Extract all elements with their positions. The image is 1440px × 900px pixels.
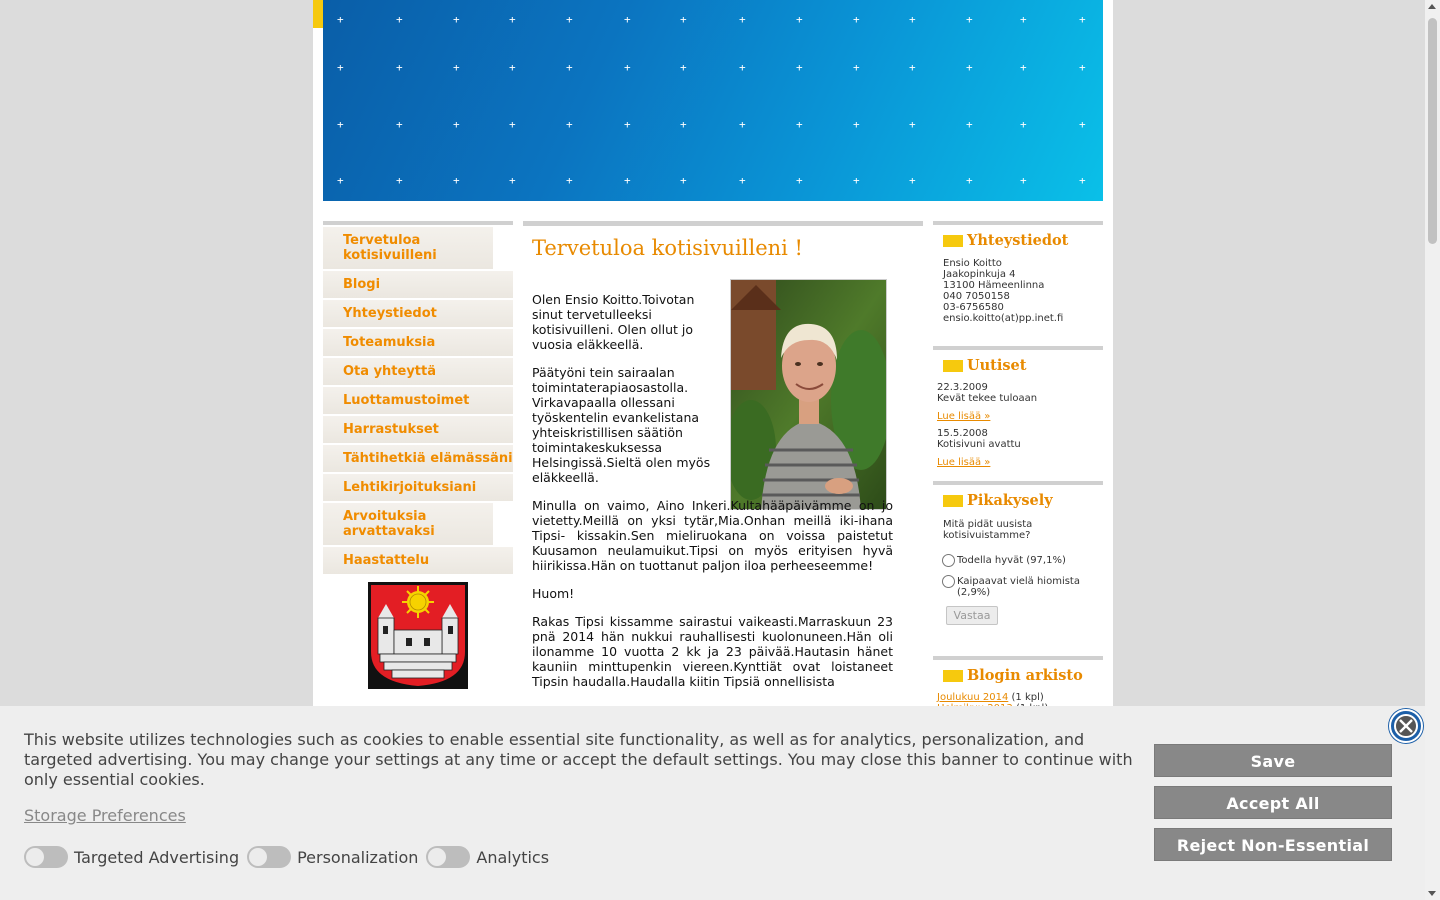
flag-icon [943, 235, 963, 247]
sidebar-nav [323, 221, 513, 576]
banner-plus-decoration: + [1020, 174, 1027, 187]
banner-plus-decoration: + [1079, 61, 1086, 74]
poll-option-radio[interactable] [942, 554, 955, 567]
analytics-label: Analytics [476, 847, 550, 867]
nav-item-toteamuksia[interactable]: Toteamuksia [323, 329, 513, 358]
nav-item-ota-yhteytta[interactable]: Ota yhteyttä [323, 358, 513, 387]
cookie-message: This website utilizes technologies such as cookies to enable essential site functionality, as well as for analytics, personalization, and targeted advertising. You may change your settings at any time or accept the default settings. You may close this banner to continue with only essential cookies. [24, 730, 1133, 789]
contact-details [943, 258, 1103, 324]
archive-link[interactable]: Joulukuu 2014 [937, 692, 1009, 703]
paragraph-notice: Huom! [532, 586, 575, 601]
main-content [532, 292, 893, 702]
poll-option-radio[interactable] [942, 575, 955, 588]
banner-plus-decoration: + [796, 118, 803, 131]
paragraph-career: Päätyöni tein sairaalan toimintaterapiaosastolla. Virkavapaalla ollessani työskentelin evankelistana yhteiskristillisen säätiön toimintakeskuksessa Helsingissä.Sieltä olen myös eläkkeellä. [532, 365, 711, 485]
contact-street: Jaakopinkuja 4 [943, 269, 1016, 280]
banner-plus-decoration: + [453, 174, 460, 187]
poll-option-label: Kaipaavat vielä hiomista (2,9%) [957, 576, 1080, 598]
scrollbar-thumb[interactable] [1428, 18, 1437, 244]
banner-plus-decoration: + [739, 118, 746, 131]
banner-plus-decoration: + [453, 118, 460, 131]
flag-icon [943, 360, 963, 372]
poll-heading [943, 492, 1103, 509]
banner-plus-decoration: + [566, 174, 573, 187]
nav-item-harrastukset[interactable]: Harrastukset [323, 416, 513, 445]
targeted-advertising-label: Targeted Advertising [74, 847, 240, 867]
banner-plus-decoration: + [853, 174, 860, 187]
cookie-toggles [24, 846, 557, 868]
contact-title: Yhteystiedot [967, 232, 1069, 249]
banner-plus-decoration: + [966, 174, 973, 187]
close-x-icon [1397, 717, 1415, 735]
poll-option-label: Todella hyvät (97,1%) [957, 555, 1066, 566]
nav-item-yhteystiedot[interactable]: Yhteystiedot [323, 300, 513, 329]
save-button[interactable]: Save [1154, 744, 1392, 777]
page-title: Tervetuloa kotisivuilleni ! [532, 236, 803, 260]
reject-non-essential-button[interactable]: Reject Non-Essential [1154, 828, 1392, 861]
contact-phone: 03-6756580 [943, 302, 1004, 313]
banner-plus-decoration: + [509, 13, 516, 26]
banner-plus-decoration: + [853, 13, 860, 26]
archive-heading [943, 667, 1103, 684]
contact-box [933, 221, 1103, 341]
flag-icon [943, 495, 963, 507]
banner-plus-decoration: + [680, 118, 687, 131]
banner-plus-decoration: + [1079, 118, 1086, 131]
banner-plus-decoration: + [1020, 118, 1027, 131]
banner-plus-decoration: + [566, 61, 573, 74]
archive-item [937, 692, 1103, 703]
scrollbar[interactable] [1425, 0, 1440, 900]
banner-plus-decoration: + [396, 118, 403, 131]
nav-item-luottamustoimet[interactable]: Luottamustoimet [323, 387, 513, 416]
analytics-toggle[interactable] [426, 846, 470, 868]
banner-plus-decoration: + [796, 174, 803, 187]
news-list [937, 382, 1103, 469]
personalization-label: Personalization [297, 847, 419, 867]
banner-plus-decoration: + [739, 13, 746, 26]
banner-plus-decoration: + [966, 118, 973, 131]
nav-item-lehtikirjoituksiani[interactable]: Lehtikirjoituksiani [323, 474, 513, 503]
banner-plus-decoration: + [966, 61, 973, 74]
contact-name: Ensio Koitto [943, 258, 1002, 269]
news-text: Kotisivuni avattu [937, 439, 1021, 450]
banner-plus-decoration: + [396, 61, 403, 74]
paragraph-intro: Olen Ensio Koitto.Toivotan sinut tervetulleeksi kotisivuilleni. Olen ollut jo vuosia eläkkeellä. [532, 292, 695, 352]
banner-plus-decoration: + [909, 174, 916, 187]
contact-city: 13100 Hämeenlinna [943, 280, 1045, 291]
banner-plus-decoration: + [396, 13, 403, 26]
contact-mobile: 040 7050158 [943, 291, 1010, 302]
banner-plus-decoration: + [337, 174, 344, 187]
poll-question: Mitä pidät uusista kotisivuistamme? [943, 519, 1033, 541]
banner-plus-decoration: + [624, 118, 631, 131]
poll-option[interactable] [942, 554, 1103, 567]
nav-item-arvoituksia[interactable]: Arvoituksia arvattavaksi [323, 503, 493, 547]
banner-plus-decoration: + [624, 61, 631, 74]
banner-plus-decoration: + [624, 174, 631, 187]
banner-plus-decoration: + [337, 13, 344, 26]
news-date: 15.5.2008 [937, 428, 988, 439]
targeted-advertising-toggle[interactable] [24, 846, 68, 868]
scroll-up-icon[interactable] [1428, 4, 1436, 9]
banner-plus-decoration: + [909, 61, 916, 74]
banner-plus-decoration: + [1079, 13, 1086, 26]
scroll-down-icon[interactable] [1428, 891, 1436, 896]
banner-plus-decoration: + [453, 13, 460, 26]
banner-plus-decoration: + [680, 13, 687, 26]
news-text: Kevät tekee tuloaan [937, 393, 1038, 404]
poll-title: Pikakysely [967, 492, 1053, 509]
nav-item-blogi[interactable]: Blogi [323, 271, 513, 300]
banner-plus-decoration: + [680, 61, 687, 74]
banner-plus-decoration: + [509, 61, 516, 74]
poll-box [933, 481, 1103, 651]
banner-plus-decoration: + [337, 61, 344, 74]
content-top-bar [523, 221, 923, 226]
cookie-close-button[interactable] [1389, 709, 1423, 743]
banner-plus-decoration: + [566, 13, 573, 26]
banner-plus-decoration: + [966, 13, 973, 26]
banner-plus-decoration: + [853, 61, 860, 74]
archive-title: Blogin arkisto [967, 667, 1083, 684]
personalization-toggle[interactable] [247, 846, 291, 868]
banner-plus-decoration: + [1020, 61, 1027, 74]
banner-plus-decoration: + [396, 174, 403, 187]
cookie-banner [0, 706, 1425, 900]
archive-count: (1 kpl) [1011, 692, 1044, 703]
banner-plus-decoration: + [1020, 13, 1027, 26]
banner-plus-decoration: + [909, 13, 916, 26]
contact-email: ensio.koitto(at)pp.inet.fi [943, 313, 1064, 324]
banner-plus-decoration: + [739, 61, 746, 74]
nav-item-haastattelu[interactable]: Haastattelu [323, 547, 513, 576]
coat-of-arms-icon [368, 582, 468, 689]
nav-item-tahtihetkia[interactable]: Tähtihetkiä elämässäni [323, 445, 513, 474]
banner-plus-decoration: + [796, 61, 803, 74]
header-banner [323, 0, 1103, 201]
banner-plus-decoration: + [853, 118, 860, 131]
news-read-more-link[interactable]: Lue lisää » [937, 457, 991, 468]
banner-plus-decoration: + [1079, 174, 1086, 187]
news-read-more-link[interactable]: Lue lisää » [937, 411, 991, 422]
banner-plus-decoration: + [680, 174, 687, 187]
paragraph-family: Minulla on vaimo, Aino Inkeri.Kultahääpäivämme on jo vietetty.Meillä on yksi tytär,Mia.Onhan meillä iki-ihana Tipsi- kissakin.Sen mieliruokana on voissa paistetut Kuusamon neulamuikut.Tipsi on myös erityisen hyvä hiirikissa.Hän on tuottanut paljon iloa perheeseemme! [532, 498, 893, 573]
banner-plus-decoration: + [796, 13, 803, 26]
poll-submit-button[interactable]: Vastaa [946, 606, 998, 625]
banner-plus-decoration: + [566, 118, 573, 131]
nav-item-tervetuloa[interactable]: Tervetuloa kotisivuilleni [323, 227, 493, 271]
banner-plus-decoration: + [909, 118, 916, 131]
accept-all-button[interactable]: Accept All [1154, 786, 1392, 819]
news-heading [943, 357, 1103, 374]
poll-option[interactable] [942, 575, 1103, 598]
banner-plus-decoration: + [624, 13, 631, 26]
banner-plus-decoration: + [509, 174, 516, 187]
banner-plus-decoration: + [509, 118, 516, 131]
news-title: Uutiset [967, 357, 1027, 374]
storage-preferences-link[interactable]: Storage Preferences [24, 806, 186, 825]
news-date: 22.3.2009 [937, 382, 988, 393]
banner-plus-decoration: + [739, 174, 746, 187]
banner-plus-decoration: + [453, 61, 460, 74]
contact-heading [943, 232, 1103, 249]
news-box [933, 346, 1103, 476]
paragraph-tipsi: Rakas Tipsi kissamme sairastui vaikeasti.Marraskuun 23 pnä 2014 hän nukkui rauhallisesti kuolonuneen.Hän oli ilonamme 10 vuotta 2 kk ja 23 päivää.Hautasin hänet kauniin minttupenkin viereen.Kynttiät ovat loistaneet Tipsin haudalla.Haudalla kiitin Tipsiä onnellisista [532, 614, 893, 689]
flag-icon [943, 670, 963, 682]
yellow-corner-tab [313, 0, 323, 28]
banner-plus-decoration: + [337, 118, 344, 131]
